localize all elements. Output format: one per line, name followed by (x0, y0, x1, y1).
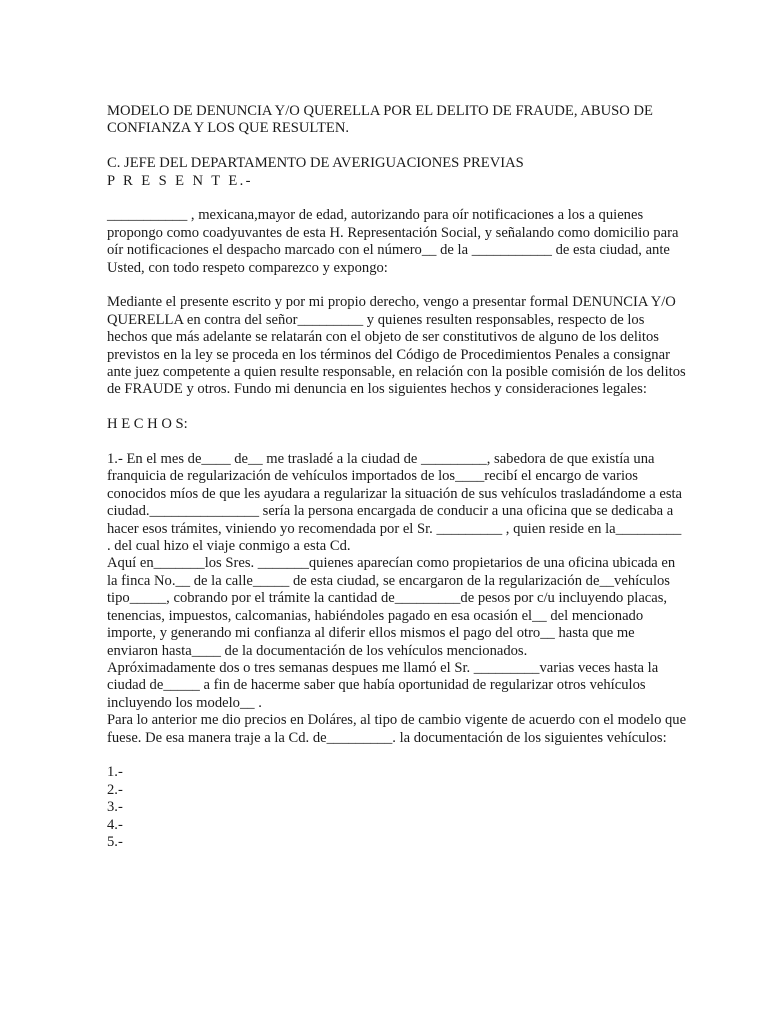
spacer (107, 399, 687, 416)
hechos-paragraph-2: Aquí en_______los Sres. _______quienes aparecían como propietarios de una oficina ubicada en la finca No.__ de la calle_____ de esta ciudad, se encargaron de la regularización de__vehículos tipo_____, cobrando por el trámite la cantidad de_________de pesos por c/u incluyendo placas, tenencias, impuestos, calcomanias, habiéndoles pagado en esa ocasión el__ del mencionado importe, y generando mi confianza al diferir ellos mismos el pago del otro__ hasta que me enviaron hasta____ de la documentación de los vehículos mencionados. (107, 555, 676, 659)
spacer (107, 277, 687, 294)
body-paragraph: Mediante el presente escrito y por mi propio derecho, vengo a presentar formal DENUNCIA Y/O QUERELLA en contra del señor_________ y quienes resulten responsables, respecto de los hechos que más adelante se relatarán con el objeto de ser constitutivos de alguno de los delitos previstos en la ley se proceda en los términos del Código de Procedimientos Penales a consignar ante juez competente a quien resulte responsable, en relación con la posible comisión de los delitos de FRAUDE y otros. Fundo mi denuncia en los siguientes hechos y consideraciones legales: (107, 294, 686, 398)
hechos-paragraph-4: Para lo anterior me dio precios en Doláres, al tipo de cambio vigente de acuerdo con el modelo que fuese. De esa manera traje a la Cd. de_________. la documentación de los siguientes vehículos: (107, 712, 687, 746)
vehicle-list-item: 4.- (107, 816, 123, 833)
presente-line: P R E S E N T E.- (107, 172, 253, 189)
hechos-heading: H E C H O S: (107, 416, 188, 433)
spacer (107, 434, 687, 451)
vehicle-list-item: 1.- (107, 764, 123, 781)
spacer (107, 138, 687, 155)
document-body (107, 103, 687, 851)
intro-paragraph: ___________ , mexicana,mayor de edad, autorizando para oír notificaciones a los a quienes propongo como coadyuvantes de esta H. Representación Social, y señalando como domicilio para oír notificaciones el despacho marcado con el número__ de la ___________ de esta ciudad, ante Usted, con todo respeto comparezco y expongo: (107, 207, 679, 276)
hechos-paragraph-3: Apróximadamente dos o tres semanas despues me llamó el Sr. _________varias veces hasta la ciudad de_____ a fin de hacerme saber que había oportunidad de regularizar otros vehículos incluyendo los modelo__ . (107, 659, 659, 711)
hechos-paragraph-1: 1.- En el mes de____ de__ me trasladé a la ciudad de _________, sabedora de que existía una franquicia de regularización de vehículos importados de los____recibí el encargo de varios conocidos míos de que les ayudara a regularizar la situación de sus vehículos trasladándome a esta ciudad._______________ sería la persona encargada de conducir a una oficina que se dedicaba a hacer esos trámites, viniendo yo recomendada por el Sr. _________ , quien reside en la_________ . del cual hizo el viaje conmigo a esta Cd. (107, 451, 683, 555)
vehicle-list-item: 3.- (107, 799, 123, 816)
vehicle-list-item: 5.- (107, 833, 123, 850)
spacer (107, 190, 687, 207)
recipient-line: C. JEFE DEL DEPARTAMENTO DE AVERIGUACIONES PREVIAS (107, 155, 524, 172)
vehicle-list-item: 2.- (107, 781, 123, 798)
document-title: MODELO DE DENUNCIA Y/O QUERELLA POR EL DELITO DE FRAUDE, ABUSO DE CONFIANZA Y LOS QUE RESULTEN. (107, 103, 653, 137)
spacer (107, 747, 687, 764)
